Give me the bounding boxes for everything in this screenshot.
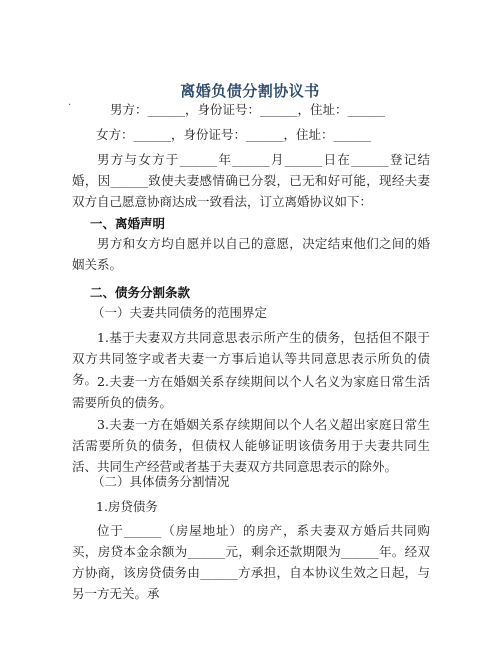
document-title: 离婚负债分割协议书 (180, 82, 320, 100)
bullet-mark: · (68, 100, 72, 111)
section-heading-debt-division: 二、债务分割条款 (90, 285, 191, 300)
intro-paragraph: 男方与女方于______年______月______日在______登记结婚，因______致使夫妻感情确已分裂，已无和好可能，现经夫妻双方自己愿意协商达成一致看法，订立离婚协议如下： (72, 152, 430, 209)
housing-debt-paragraph: 位于______（房屋地址）的房产，系夫妻双方婚后共同购买，房贷本金余额为______元，剩余还款期限为______年。经双方协商，该房贷债务由______方承担，自本协议生效之日起，与另一方无关。承 (72, 523, 430, 601)
subheading-common-debt-scope: （一）夫妻共同债务的范围界定 (92, 305, 268, 320)
woman-info-line: 女方：______，身份证号：______，住址：______ (96, 127, 372, 142)
housing-debt-heading: 1.房贷债务 (96, 499, 158, 514)
man-info-line: 男方：______，身份证号：______，住址：______ (110, 102, 386, 117)
section-heading-divorce-statement: 一、离婚声明 (90, 216, 166, 231)
divorce-statement-paragraph: 男方和女方均自愿并以自己的意愿，决定结束他们之间的婚姻关系。 (72, 236, 430, 272)
clause-item-1: 1.基于夫妻双方共同意思表示所产生的债务，包括但不限于双方共同签字或者夫妻一方事后追认等共同意思表示所负的债务。 (72, 330, 430, 387)
clause-item-3: 3.夫妻一方在婚姻关系存续期间以个人名义超出家庭日常生活需要所负的债务，但债权人能够证明该债务用于夫妻共同生活、共同生产经营或者基于夫妻双方共同意思表示的除外。 (72, 417, 430, 474)
clause-item-2: 2.夫妻一方在婚姻关系存续期间以个人名义为家庭日常生活需要所负的债务。 (72, 374, 430, 410)
subheading-specific-debt: （二）具体债务分割情况 (92, 474, 230, 489)
